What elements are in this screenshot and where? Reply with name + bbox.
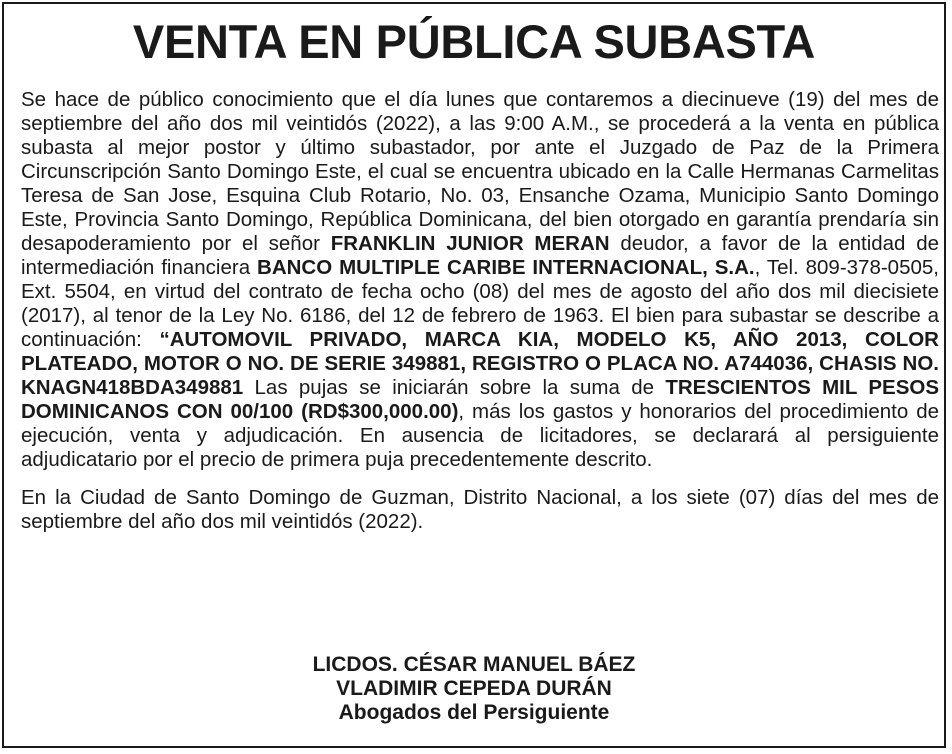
text-contract: , Tel. 809-378-0505, Ext. 5504, en virtud del contrato de fecha ocho (08) del mes de agosto del año dos mil diecisiete (2017), al tenor de la Ley No. 6186, del 12 de febrero de 1963. El bien para subastar se describe a continuación: [21, 256, 939, 351]
text-creditor-intro: deudor, a favor de la entidad de intermediación financiera [21, 232, 940, 279]
signature-line-3: Abogados del Persiguiente [338, 701, 610, 724]
signature-line-2: VLADIMIR CEPEDA DURÁN [336, 677, 612, 700]
text-closing: , más los gastos y honorarios del procedimiento de ejecución, venta y adjudicación. En ausencia de licitadores, se declarará al persiguiente adjudicatario por el precio de primera puja precedentemente descrito. [21, 400, 939, 471]
notice-paragraph-main [21, 88, 939, 472]
creditor-name: BANCO MULTIPLE CARIBE INTERNACIONAL, S.A. [257, 256, 755, 279]
notice-body [21, 88, 939, 534]
signature-line-1: LICDOS. CÉSAR MANUEL BÁEZ [312, 653, 636, 676]
notice-title: VENTA EN PÚBLICA SUBASTA [132, 15, 816, 68]
notice-paragraph-date: En la Ciudad de Santo Domingo de Guzman, Distrito Nacional, a los siete (07) días del mes de septiembre del año dos mil veintidós (2022). [21, 486, 939, 533]
debtor-name: FRANKLIN JUNIOR MERAN [330, 232, 610, 255]
auction-notice [2, 2, 946, 748]
signature-block [4, 653, 944, 725]
text-intro: Se hace de público conocimiento que el día lunes que contaremos a diecinueve (19) del mes de septiembre del año dos mil veintidós (2022), a las 9:00 A.M., se procederá a la venta en pública subasta al mejor postor y último subastador, por ante el Juzgado de Paz de la Primera Circunscripción Santo Domingo Este, el cual se encuentra ubicado en la Calle Hermanas Carmelitas Teresa de San Jose, Esquina Club Rotario, No. 03, Ensanche Ozama, Municipio Santo Domingo Este, Provincia Santo Domingo, República Dominicana, del bien otorgado en garantía prendaría sin desapoderamiento por el señor [21, 88, 939, 255]
starting-amount: TRESCIENTOS MIL PESOS DOMINICANOS CON 00/100 (RD$300,000.00) [21, 376, 939, 423]
text-bids: Las pujas se iniciarán sobre la suma de [243, 376, 666, 399]
vehicle-description: “AUTOMOVIL PRIVADO, MARCA KIA, MODELO K5, AÑO 2013, COLOR PLATEADO, MOTOR O NO. DE SERIE 349881, REGISTRO O PLACA NO. A744036, CHASIS NO. KNAGN418BDA349881 [21, 328, 939, 399]
